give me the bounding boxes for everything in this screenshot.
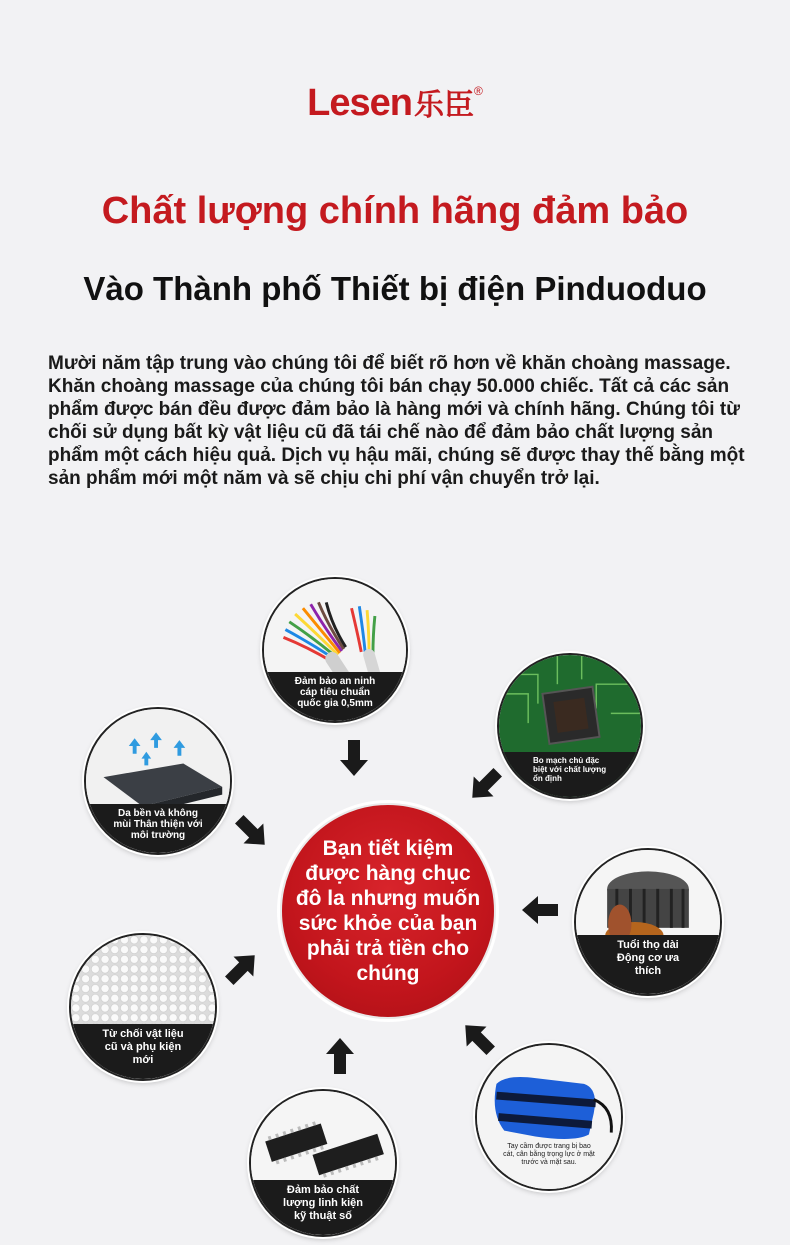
feature-circuit-caption: Bo mạch chủ đặc biệt với chất lượng ổn định bbox=[499, 752, 641, 797]
feature-motor-caption: Tuổi thọ dài Động cơ ưa thích bbox=[576, 935, 720, 994]
feature-motor bbox=[574, 848, 722, 996]
feature-circuit-board bbox=[497, 653, 643, 799]
center-message-circle bbox=[280, 803, 496, 1019]
arrow-up-icon bbox=[320, 1036, 360, 1076]
feature-chips-caption: Đảm bảo chất lượng linh kiện kỹ thuật số bbox=[251, 1180, 395, 1235]
feature-sandbag bbox=[475, 1043, 623, 1191]
feature-foam-beads bbox=[69, 933, 217, 1081]
arrow-down-icon bbox=[334, 738, 374, 778]
feature-fabric-caption: Da bền và không mùi Thân thiện với môi trường bbox=[86, 804, 230, 853]
feature-chips bbox=[249, 1089, 397, 1237]
feature-foam-caption: Từ chối vật liệu cũ và phụ kiện mới bbox=[71, 1024, 215, 1079]
feature-sandbag-caption: Tay cầm được trang bị bao cát, cân bằng trọng lực ở mặt trước và mặt sau. bbox=[477, 1139, 621, 1189]
feature-cable-caption: Đảm bảo an ninh cáp tiêu chuẩn quốc gia 0,5mm bbox=[264, 672, 406, 721]
arrow-up-right-icon bbox=[222, 948, 262, 988]
page-headline: Chất lượng chính hãng đảm bảo bbox=[101, 190, 689, 232]
arrow-up-left-icon bbox=[458, 1018, 498, 1058]
arrow-left-icon bbox=[520, 890, 560, 930]
page-subheadline: Vào Thành phố Thiết bị điện Pinduoduo bbox=[83, 270, 707, 307]
brand-chinese-name: 乐臣 bbox=[413, 89, 474, 122]
arrow-down-right-icon bbox=[232, 812, 272, 852]
registered-mark: ® bbox=[473, 84, 483, 98]
center-message: Bạn tiết kiệm được hàng chục đô la nhưng muốn sức khỏe của bạn phải trả tiền cho chúng bbox=[295, 837, 481, 985]
brand-name: Lesen bbox=[307, 82, 412, 124]
feature-fabric bbox=[84, 707, 232, 855]
feature-cable bbox=[262, 577, 408, 723]
arrow-down-left-icon bbox=[465, 765, 505, 805]
brand-logo bbox=[0, 80, 790, 125]
description-text: Mười năm tập trung vào chúng tôi để biết rõ hơn về khăn choàng massage. Khăn choàng massage của chúng tôi bán chạy 50.000 chiếc. Tất cả các sản phẩm được bán đều được đảm bảo là hàng mới và chính hãng. Chúng tôi từ chối sử dụng bất kỳ vật liệu cũ đã tái chế nào để đảm bảo chất lượng sản phẩm một cách hiệu quả. Dịch vụ hậu mãi, chúng sẽ được thay thế bằng một sản phẩm mới một năm và sẽ chịu chi phí vận chuyển trở lại. bbox=[48, 353, 745, 489]
